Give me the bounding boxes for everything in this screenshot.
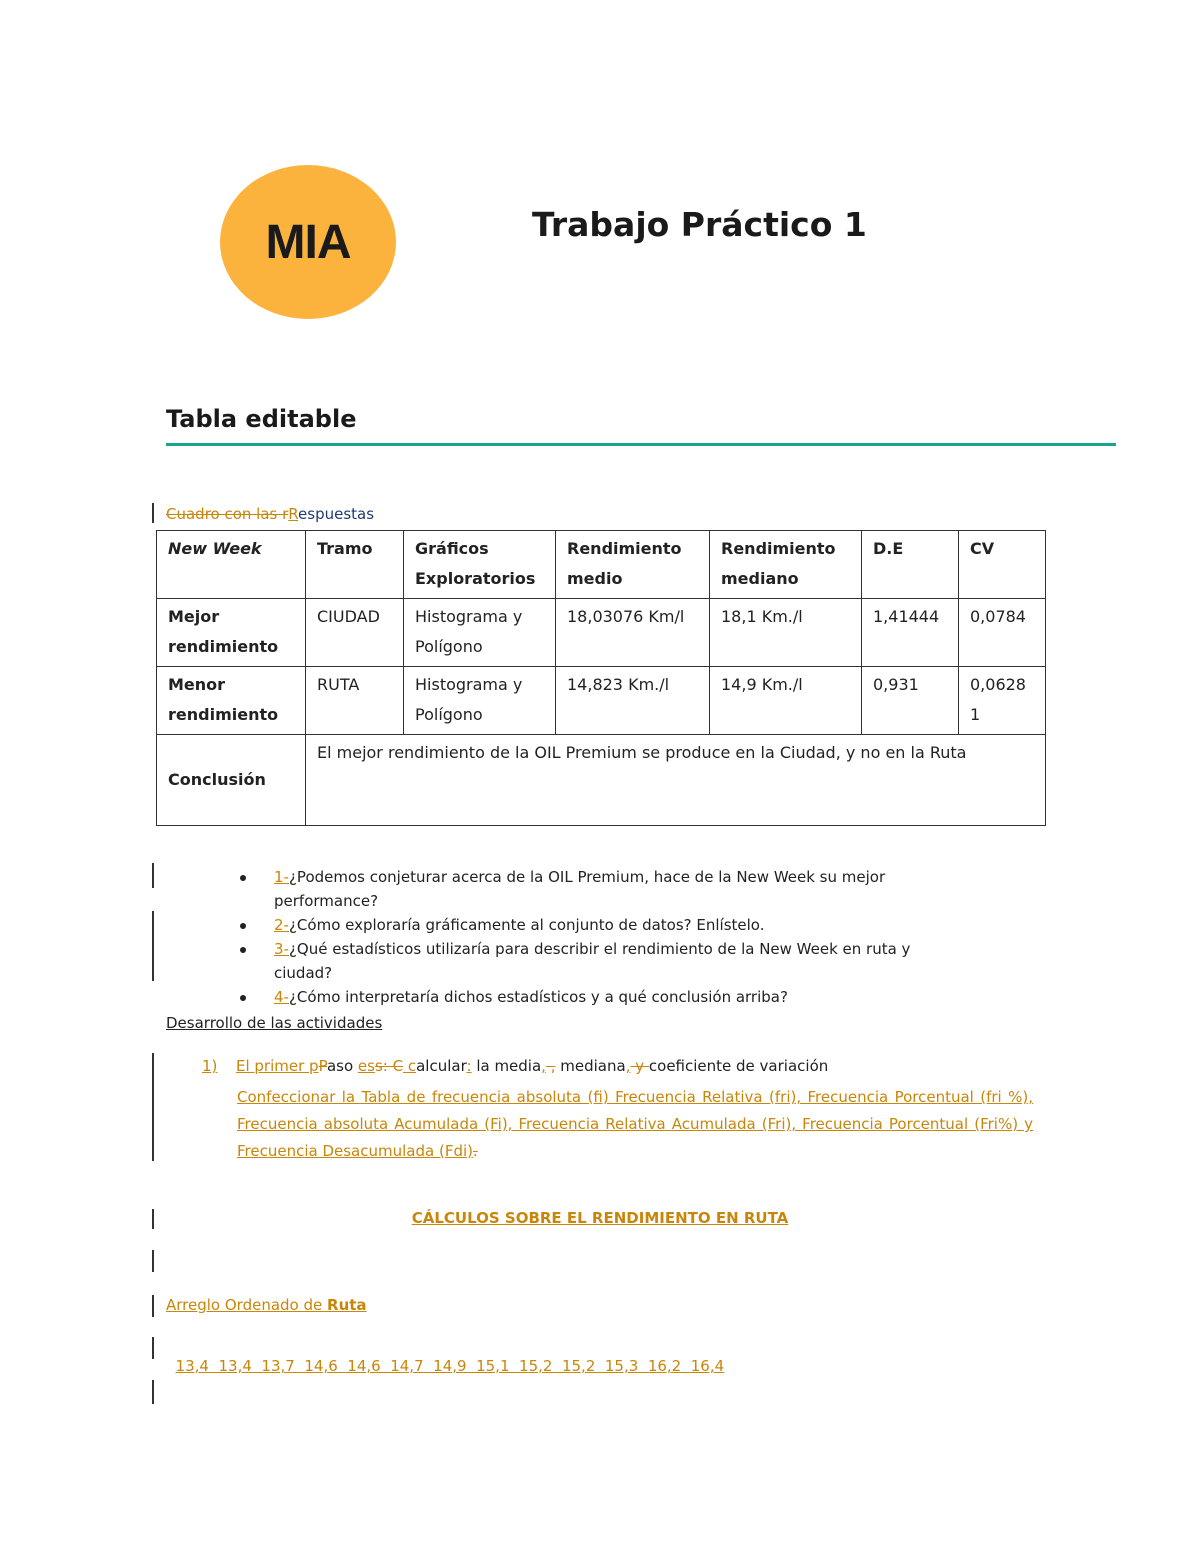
mia-logo: [220, 165, 396, 319]
step-text-ins: c: [403, 1057, 417, 1075]
table-row: [157, 599, 1046, 667]
question-text: ¿Qué estadísticos utilizaría para describir el rendimiento de la New Week en ruta y ciudad?: [274, 940, 911, 982]
question-number: 2-: [274, 916, 289, 934]
cell-medio: 18,03076 Km/l: [556, 599, 710, 667]
development-paragraph: [237, 1084, 1033, 1165]
ordered-label: [166, 1296, 367, 1314]
bullet-icon: [240, 923, 246, 929]
step-text-del: y: [630, 1057, 649, 1075]
header-new-week: New Week: [157, 531, 306, 599]
question-number: 3-: [274, 940, 289, 958]
calc-heading: CÁLCULOS SOBRE EL RENDIMIENTO EN RUTA: [411, 1209, 789, 1227]
cell-mediano: 14,9 Km./l: [710, 667, 862, 735]
step-text: aso: [326, 1057, 358, 1075]
section-title: Tabla editable: [166, 405, 357, 433]
calc-heading-wrapper: [0, 1209, 1200, 1227]
table-header-row: [157, 531, 1046, 599]
list-item: [240, 937, 950, 985]
conclusion-text: El mejor rendimiento de la OIL Premium se produce en la Ciudad, y no en la Ruta: [306, 735, 1046, 826]
step-text: alcular: [416, 1057, 467, 1075]
list-item: [240, 865, 950, 913]
row-label: Mejor rendimiento: [157, 599, 306, 667]
header-graficos: Gráficos Exploratorios: [404, 531, 556, 599]
list-item: [240, 985, 950, 1009]
step-text: coeficiente de variación: [648, 1057, 829, 1075]
table-caption: [166, 505, 374, 523]
cell-de: 1,41444: [862, 599, 959, 667]
step-text-del: ,: [545, 1057, 556, 1075]
change-bar: [152, 863, 154, 888]
cell-graficos: Histograma y Polígono: [404, 599, 556, 667]
change-bar: [152, 1053, 154, 1161]
bullet-icon: [240, 995, 246, 1001]
header-rendimiento-mediano: Rendimiento mediano: [710, 531, 862, 599]
development-step-1: [202, 1057, 828, 1075]
list-item: [240, 913, 950, 937]
ordered-label-text: Arreglo Ordenado de: [166, 1296, 328, 1314]
development-heading: Desarrollo de las actividades: [166, 1014, 383, 1032]
section-divider: [166, 443, 1116, 446]
conclusion-row: [157, 735, 1046, 826]
ordered-label-bold: Ruta: [327, 1296, 367, 1314]
conclusion-label: Conclusión: [157, 735, 306, 826]
step-text: la media: [471, 1057, 542, 1075]
change-bar: [152, 1250, 154, 1272]
change-bar: [152, 1295, 154, 1317]
cell-medio: 14,823 Km./l: [556, 667, 710, 735]
step-text: mediana: [555, 1057, 626, 1075]
step-text-ins: es: [357, 1057, 375, 1075]
cell-cv: 0,0784: [959, 599, 1046, 667]
caption-deleted: Cuadro con las r: [166, 505, 289, 523]
paragraph-text: Confeccionar la Tabla de frecuencia absoluta (fi) Frecuencia Relativa (fri), Frecuencia Porcentual (fri %), Frecuencia absoluta Acumulada (Fi), Frecuencia Relativa Acumulada (Fri), Frecuencia Porcentual (Fri%) y Frecuencia Desacumulada (Fdi): [237, 1088, 1033, 1160]
question-number: 1-: [274, 868, 289, 886]
question-number: 4-: [274, 988, 289, 1006]
step-text-ins: El primer p: [236, 1057, 319, 1075]
paragraph-deleted: .: [473, 1142, 478, 1160]
cell-mediano: 18,1 Km./l: [710, 599, 862, 667]
step-text-ins: :: [466, 1057, 472, 1075]
bullet-icon: [240, 947, 246, 953]
cell-tramo: RUTA: [306, 667, 404, 735]
document-title: Trabajo Práctico 1: [532, 205, 867, 244]
caption-inserted: R: [288, 505, 299, 523]
table-row: [157, 667, 1046, 735]
step-text-ins: ,: [625, 1057, 631, 1075]
logo-text: MIA: [265, 215, 351, 269]
step-text-del: P: [318, 1057, 327, 1075]
header-de: D.E: [862, 531, 959, 599]
change-bar: [152, 1380, 154, 1404]
question-text: ¿Cómo interpretaría dichos estadísticos y a qué conclusión arriba?: [288, 988, 788, 1006]
row-label: Menor rendimiento: [157, 667, 306, 735]
ordered-values: [166, 1339, 724, 1375]
change-bar: [152, 911, 154, 981]
question-text: ¿Podemos conjeturar acerca de la OIL Premium, hace de la New Week su mejor performance?: [274, 868, 886, 910]
questions-list: [240, 865, 950, 1009]
step-number: 1): [202, 1057, 218, 1075]
ordered-values-text: 13,4 13,4 13,7 14,6 14,6 14,7 14,9 15,1 15,2 15,2 15,3 16,2 16,4: [175, 1357, 725, 1375]
cell-tramo: CIUDAD: [306, 599, 404, 667]
cell-graficos: Histograma y Polígono: [404, 667, 556, 735]
header-cv: CV: [959, 531, 1046, 599]
change-bar: [152, 1337, 154, 1359]
step-text-del: s: C: [374, 1057, 404, 1075]
step-text-ins: ,: [541, 1057, 546, 1075]
caption-text: espuestas: [298, 505, 375, 523]
bullet-icon: [240, 875, 246, 881]
results-table: [156, 530, 1046, 826]
change-bar: [152, 503, 154, 523]
question-text: ¿Cómo exploraría gráficamente al conjunto de datos? Enlístelo.: [288, 916, 765, 934]
header-rendimiento-medio: Rendimiento medio: [556, 531, 710, 599]
header-tramo: Tramo: [306, 531, 404, 599]
cell-de: 0,931: [862, 667, 959, 735]
cell-cv: 0,0628 1: [959, 667, 1046, 735]
